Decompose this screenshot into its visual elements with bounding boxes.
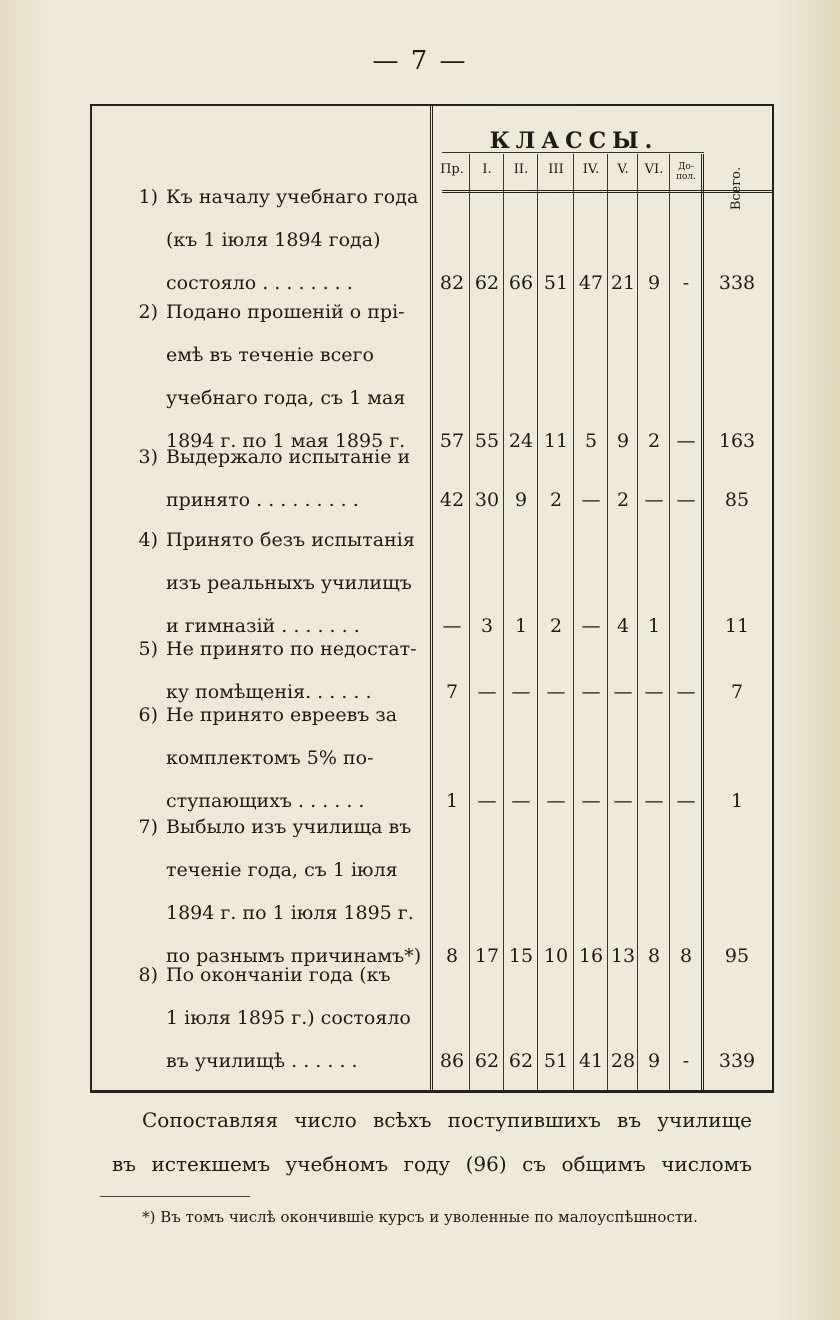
table-cell: 82 (439, 272, 465, 294)
table-cell: — (644, 790, 664, 812)
table-cell: 8 (445, 945, 459, 967)
table-cell: 55 (474, 430, 500, 452)
row-number: 4) (138, 529, 158, 551)
table-cell: — (676, 489, 696, 511)
table-cell: 5 (584, 430, 598, 452)
row-label-line: комплектомъ 5% по- (166, 747, 374, 769)
row-label-line: Не принято евреевъ за (166, 704, 398, 726)
row-label-line: Выдержало испытаніе и (166, 446, 411, 468)
total-cell: 85 (724, 489, 750, 511)
classes-header: КЛАССЫ. (489, 128, 659, 154)
footnote: *) Въ томъ числѣ окончившіе курсъ и уволенные по малоуспѣшности. (142, 1208, 698, 1226)
row-number: 2) (138, 301, 158, 323)
table-cell: 51 (543, 272, 569, 294)
total-cell: 11 (724, 615, 750, 637)
row-label-line: емѣ въ теченіе всего (166, 344, 374, 366)
row-label-line: Принято безъ испытанія (166, 529, 415, 551)
column-header: II. (513, 162, 529, 177)
table-cell: 9 (616, 430, 630, 452)
column-header: V. (617, 162, 629, 177)
table-cell: 28 (610, 1050, 636, 1072)
table-cell: 62 (508, 1050, 534, 1072)
row-label-line: Не принято по недостат- (166, 638, 417, 660)
table-divider (430, 106, 433, 1090)
row-label-line: Подано прошеній о прі- (166, 301, 405, 323)
total-cell: 339 (718, 1050, 756, 1072)
table-cell: — (546, 681, 566, 703)
row-label-line: принято . . . . . . . . . (166, 489, 359, 511)
table-cell: 2 (549, 489, 563, 511)
table-cell: 2 (616, 489, 630, 511)
table-cell: 1 (647, 615, 661, 637)
table-cell: — (581, 790, 601, 812)
row-label-line: и гимназій . . . . . . . (166, 615, 360, 637)
row-label-line: изъ реальныхъ училищъ (166, 572, 412, 594)
row-label-line: по разнымъ причинамъ*) (166, 945, 422, 967)
table-left-border (90, 106, 92, 1090)
row-label-line: въ училищѣ . . . . . . (166, 1050, 358, 1072)
table-cell: 3 (480, 615, 494, 637)
table-cell: — (477, 790, 497, 812)
statistics-table (90, 104, 774, 1093)
table-cell: 17 (474, 945, 500, 967)
table-cell: — (644, 681, 664, 703)
table-right-border (772, 106, 774, 1090)
row-label-line: Къ началу учебнаго года (166, 186, 419, 208)
table-cell: 62 (474, 272, 500, 294)
table-cell: — (546, 790, 566, 812)
table-cell: 41 (578, 1050, 604, 1072)
row-label-line: ступающихъ . . . . . . (166, 790, 365, 812)
table-cell: 7 (445, 681, 459, 703)
total-cell: 338 (718, 272, 756, 294)
table-cell: 9 (514, 489, 528, 511)
row-label-line: Выбыло изъ училища въ (166, 816, 412, 838)
total-cell: 163 (718, 430, 756, 452)
column-header: III (548, 162, 564, 177)
table-cell: 2 (647, 430, 661, 452)
table-cell: — (676, 430, 696, 452)
table-cell: 62 (474, 1050, 500, 1072)
table-cell: 8 (679, 945, 693, 967)
column-header: IV. (582, 162, 600, 177)
row-label-line: теченіе года, съ 1 іюля (166, 859, 398, 881)
table-cell: 1 (445, 790, 459, 812)
table-cell: 51 (543, 1050, 569, 1072)
row-number: 8) (138, 964, 158, 986)
table-cell: — (644, 489, 664, 511)
table-cell: — (613, 681, 633, 703)
column-header: I. (482, 162, 492, 177)
table-cell: 11 (543, 430, 569, 452)
footnote-rule (100, 1196, 250, 1197)
table-cell: 1 (514, 615, 528, 637)
row-label-line: ку помѣщенія. . . . . . (166, 681, 372, 703)
body-text-line-2: въ истекшемъ учебномъ году (96) съ общимъ числомъ (112, 1152, 752, 1176)
total-cell: 95 (724, 945, 750, 967)
table-cell: 47 (578, 272, 604, 294)
row-number: 7) (138, 816, 158, 838)
table-cell: — (581, 615, 601, 637)
column-header: Пр. (440, 162, 464, 177)
table-cell: 2 (549, 615, 563, 637)
row-number: 6) (138, 704, 158, 726)
table-cell: 24 (508, 430, 534, 452)
row-number: 5) (138, 638, 158, 660)
row-label-line: учебнаго года, съ 1 мая (166, 387, 406, 409)
table-cell: 9 (647, 1050, 661, 1072)
row-label-line: (къ 1 іюля 1894 года) (166, 229, 381, 251)
table-cell: - (682, 1050, 690, 1072)
row-label-line: 1894 г. по 1 мая 1895 г. (166, 430, 406, 452)
table-cell: 66 (508, 272, 534, 294)
table-cell: — (511, 681, 531, 703)
total-cell: 1 (730, 790, 744, 812)
column-header: VI. (644, 162, 664, 177)
table-cell: 15 (508, 945, 534, 967)
row-label-line: 1894 г. по 1 іюля 1895 г. (166, 902, 414, 924)
total-cell: 7 (730, 681, 744, 703)
table-cell: 4 (616, 615, 630, 637)
row-label-line: состояло . . . . . . . . (166, 272, 353, 294)
table-cell: — (676, 790, 696, 812)
table-cell: - (682, 272, 690, 294)
column-header: До-пол. (676, 162, 696, 182)
total-header: Всего. (729, 166, 745, 210)
row-label-line: По окончаніи года (къ (166, 964, 391, 986)
table-cell: 9 (647, 272, 661, 294)
row-number: 1) (138, 186, 158, 208)
table-cell: — (581, 681, 601, 703)
table-cell: 16 (578, 945, 604, 967)
table-cell: 13 (610, 945, 636, 967)
table-cell: 21 (610, 272, 636, 294)
table-cell: — (613, 790, 633, 812)
table-cell: — (511, 790, 531, 812)
row-label-line: 1 іюля 1895 г.) состояло (166, 1007, 411, 1029)
table-cell: — (676, 681, 696, 703)
table-cell: 42 (439, 489, 465, 511)
page-number: — 7 — (372, 46, 468, 76)
table-cell: 86 (439, 1050, 465, 1072)
table-cell: 8 (647, 945, 661, 967)
table-cell: 10 (543, 945, 569, 967)
table-cell: — (477, 681, 497, 703)
table-cell: — (581, 489, 601, 511)
table-cell: 30 (474, 489, 500, 511)
table-cell: — (442, 615, 462, 637)
row-number: 3) (138, 446, 158, 468)
table-cell: 57 (439, 430, 465, 452)
body-text-line-1: Сопоставляя число всѣхъ поступившихъ въ училище (142, 1108, 752, 1132)
